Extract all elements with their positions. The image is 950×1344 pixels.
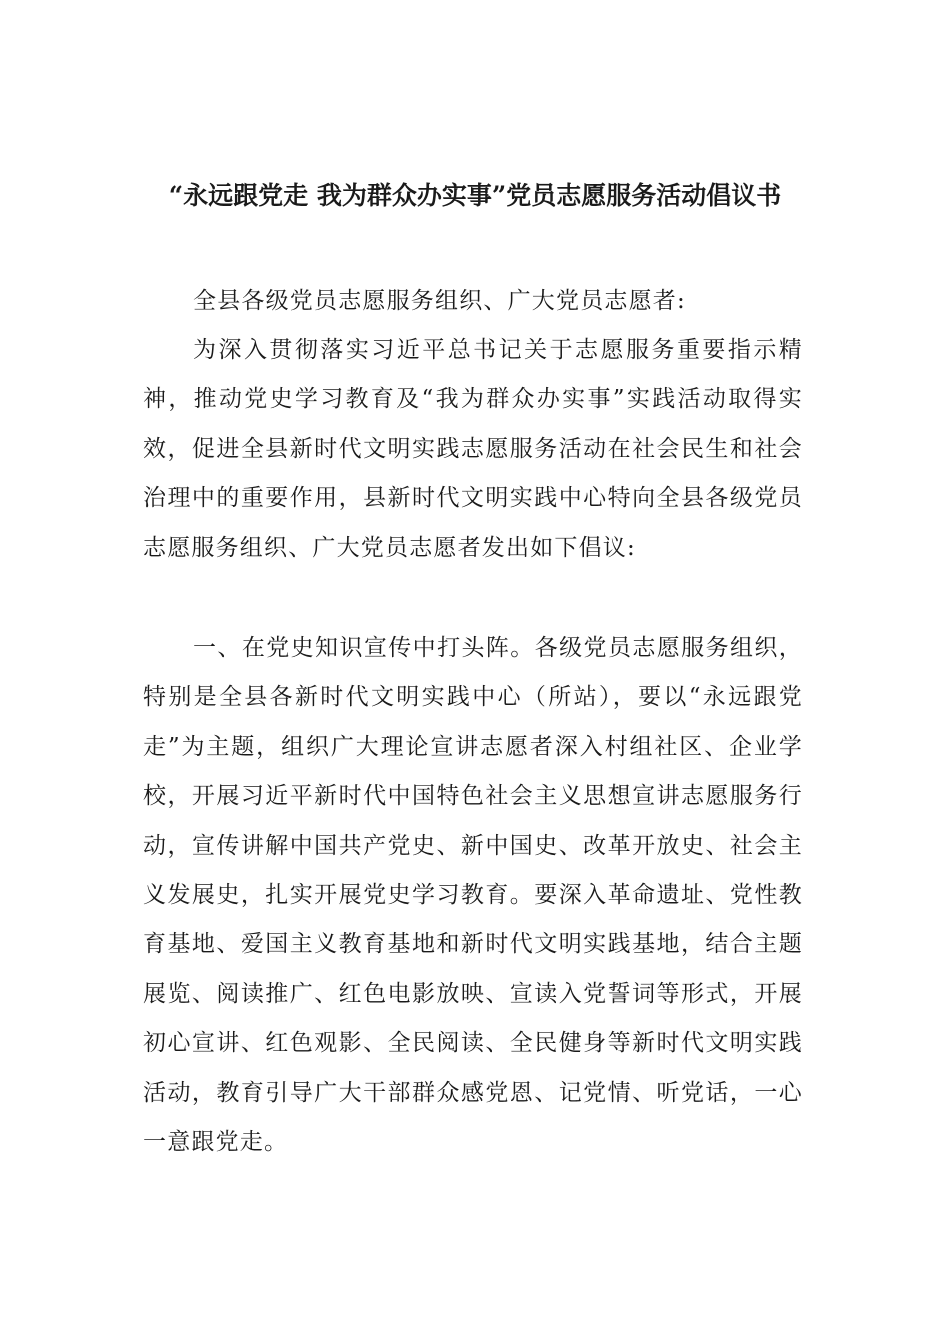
paragraph-intro: [143, 326, 803, 573]
salutation-text: 全县各级党员志愿服务组织、广大党员志愿者:: [193, 288, 686, 314]
paragraph-point-one: [143, 624, 803, 1167]
document-title: “永远跟党走 我为群众办实事”党员志愿服务活动倡议书: [168, 181, 782, 210]
paragraph-text: 一、在党史知识宣传中打头阵。各级党员志愿服务组织，特别是全县各新时代文明实践中心（所站），要以“永远跟党走”为主题，组织广大理论宣讲志愿者深入村组社区、企业学校，开展习近平新时代中国特色社会主义思想宣讲志愿服务行动，宣传讲解中国共产党史、新中国史、改革开放史、社会主义发展史，扎实开展党史学习教育。要深入革命遗址、党性教育基地、爱国主义教育基地和新时代文明实践基地，结合主题展览、阅读推广、红色电影放映、宣读入党誓词等形式，开展初心宣讲、红色观影、全民阅读、全民健身等新时代文明实践活动，教育引导广大干部群众感党恩、记党情、听党话，一心一意跟党走。: [143, 635, 803, 1156]
salutation: [143, 277, 803, 326]
paragraph-text: 为深入贯彻落实习近平总书记关于志愿服务重要指示精神，推动党史学习教育及“我为群众办实事”实践活动取得实效，促进全县新时代文明实践志愿服务活动在社会民生和社会治理中的重要作用，县新时代文明实践中心特向全县各级党员志愿服务组织、广大党员志愿者发出如下倡议:: [143, 337, 803, 561]
